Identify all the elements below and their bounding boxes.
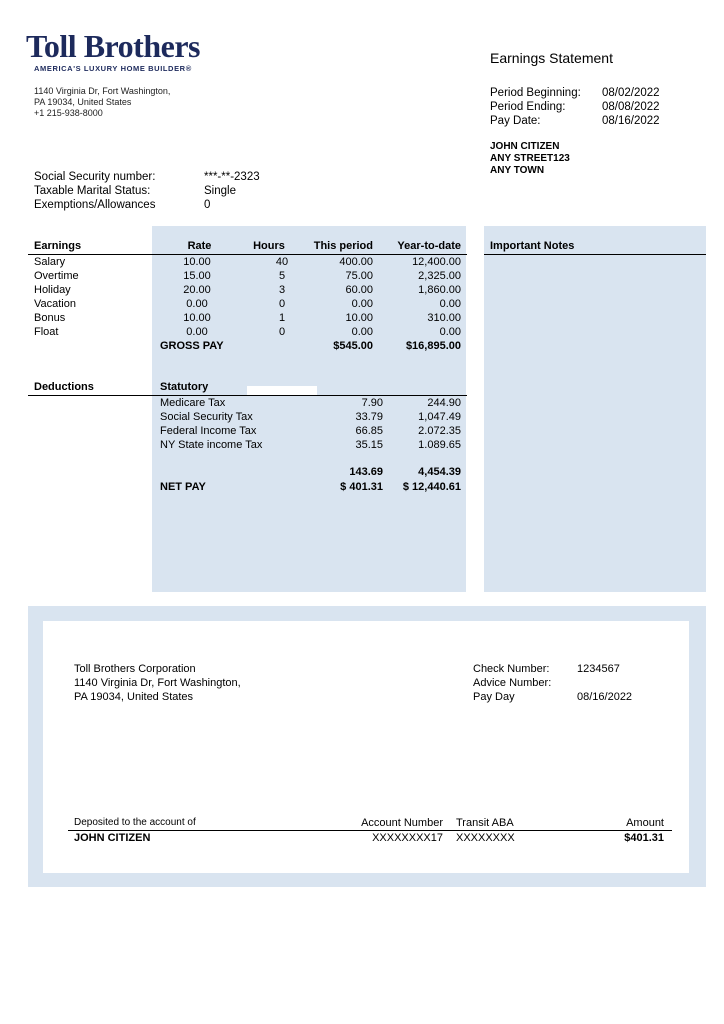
deduction-ytd: 2.072.35 [418, 425, 461, 437]
earning-hours: 0 [278, 298, 286, 310]
account-number-value: XXXXXXXX17 [372, 832, 443, 844]
net-pay-ytd: $ 12,440.61 [402, 481, 461, 493]
deduction-ytd: 1.089.65 [418, 439, 461, 451]
check-address-line2: PA 19034, United States [74, 691, 194, 703]
deduction-ytd: 244.90 [427, 397, 461, 409]
hours-header: Hours [253, 240, 285, 252]
gross-pay-label: GROSS PAY [160, 340, 224, 352]
employee-name: JOHN CITIZEN [490, 141, 560, 152]
exemptions-value: 0 [204, 199, 211, 211]
pay-period-block [490, 86, 660, 128]
notes-header-rule [484, 254, 706, 255]
company-address [34, 86, 170, 119]
employee-address [490, 141, 570, 177]
earning-rate: 0.00 [186, 298, 208, 310]
transit-header: Transit ABA [456, 817, 514, 829]
ssn-label: Social Security number: [34, 171, 156, 183]
check-number-value: 1234567 [577, 663, 620, 675]
address-line2: PA 19034, United States [34, 97, 132, 107]
earning-rate: 20.00 [183, 284, 211, 296]
earnings-header-rule [28, 254, 467, 255]
earning-name: Bonus [34, 312, 66, 324]
account-number-header: Account Number [361, 817, 443, 829]
earning-ytd: 310.00 [427, 312, 461, 324]
earning-period: 75.00 [345, 270, 373, 282]
period-ending-label: Period Ending: [490, 101, 566, 113]
net-pay-period: $ 401.31 [340, 481, 383, 493]
earning-rate: 10.00 [183, 312, 211, 324]
pay-day-label: Pay Day [473, 691, 515, 703]
gross-pay-ytd: $16,895.00 [405, 340, 461, 352]
employee-tax-info [34, 170, 260, 212]
earning-period: 0.00 [351, 298, 373, 310]
earning-hours: 3 [278, 284, 286, 296]
employee-street: ANY STREET123 [490, 153, 570, 164]
earning-name: Vacation [34, 298, 76, 310]
earning-hours: 40 [275, 256, 289, 268]
address-line1: 1140 Virginia Dr, Fort Washington, [34, 86, 171, 96]
notes-column-bg [484, 226, 706, 592]
period-beginning-label: Period Beginning: [490, 87, 581, 99]
deduction-name: Social Security Tax [160, 411, 253, 423]
earning-hours: 1 [278, 312, 286, 324]
deduction-period: 35.15 [355, 439, 383, 451]
deduction-name: NY State income Tax [160, 439, 263, 451]
period-ending-value: 08/08/2022 [602, 101, 660, 113]
payee-name: JOHN CITIZEN [74, 832, 151, 844]
notes-header: Important Notes [490, 240, 575, 252]
earning-name: Holiday [34, 284, 71, 296]
deductions-header-rule [28, 395, 467, 396]
marital-label: Taxable Marital Status: [34, 185, 151, 197]
earning-rate: 0.00 [186, 326, 208, 338]
earning-rate: 10.00 [183, 256, 211, 268]
earning-rate: 15.00 [183, 270, 211, 282]
pay-day-value: 08/16/2022 [577, 691, 633, 703]
gross-pay-period: $545.00 [333, 340, 373, 352]
deductions-header: Deductions [34, 381, 94, 393]
earning-ytd: 0.00 [439, 298, 461, 310]
earning-period: 10.00 [345, 312, 373, 324]
earning-name: Float [34, 326, 59, 338]
deduction-ytd: 1,047.49 [418, 411, 461, 423]
earning-name: Salary [34, 256, 66, 268]
pay-date-label: Pay Date: [490, 115, 541, 127]
ssn-value: ***-**-2323 [204, 171, 260, 183]
earning-hours: 5 [278, 270, 286, 282]
this-period-header: This period [313, 240, 373, 252]
company-logo: Toll Brothers [26, 28, 200, 64]
net-pay-label: NET PAY [160, 481, 206, 493]
company-phone: +1 215-938-8000 [34, 108, 103, 118]
check-number-label: Check Number: [473, 663, 550, 675]
employee-town: ANY TOWN [490, 165, 545, 176]
exemptions-label: Exemptions/Allowances [34, 199, 156, 211]
ytd-header: Year-to-date [397, 240, 461, 252]
earning-hours: 0 [278, 326, 286, 338]
earning-ytd: 1,860.00 [418, 284, 461, 296]
period-beginning-value: 08/02/2022 [602, 87, 660, 99]
earning-period: 400.00 [339, 256, 373, 268]
check-address-line1: 1140 Virginia Dr, Fort Washington, [74, 677, 241, 689]
earning-ytd: 0.00 [439, 326, 461, 338]
deductions-total-ytd: 4,454.39 [418, 466, 461, 478]
deduction-period: 33.79 [355, 411, 383, 423]
earning-ytd: 12,400.00 [412, 256, 461, 268]
deposit-label: Deposited to the account of [74, 817, 196, 828]
check-rule [68, 830, 672, 831]
statutory-header: Statutory [160, 381, 209, 393]
amount-value: $401.31 [624, 832, 664, 844]
earnings-header: Earnings [34, 240, 82, 252]
deduction-period: 66.85 [355, 425, 383, 437]
transit-value: XXXXXXXX [456, 832, 515, 844]
deductions-total-period: 143.69 [349, 466, 383, 478]
earning-period: 0.00 [351, 326, 373, 338]
company-tagline: AMERICA'S LUXURY HOME BUILDER® [34, 64, 192, 73]
earning-name: Overtime [34, 270, 79, 282]
deduction-period: 7.90 [361, 397, 383, 409]
marital-value: Single [204, 185, 236, 197]
amount-header: Amount [626, 817, 664, 829]
deduction-name: Federal Income Tax [160, 425, 257, 437]
check-company-name: Toll Brothers Corporation [74, 663, 196, 675]
statement-title: Earnings Statement [490, 50, 613, 66]
pay-date-value: 08/16/2022 [602, 115, 660, 127]
deduction-name: Medicare Tax [160, 397, 226, 409]
earning-ytd: 2,325.00 [418, 270, 461, 282]
rate-header: Rate [187, 240, 212, 252]
advice-number-label: Advice Number: [473, 677, 552, 689]
earning-period: 60.00 [345, 284, 373, 296]
